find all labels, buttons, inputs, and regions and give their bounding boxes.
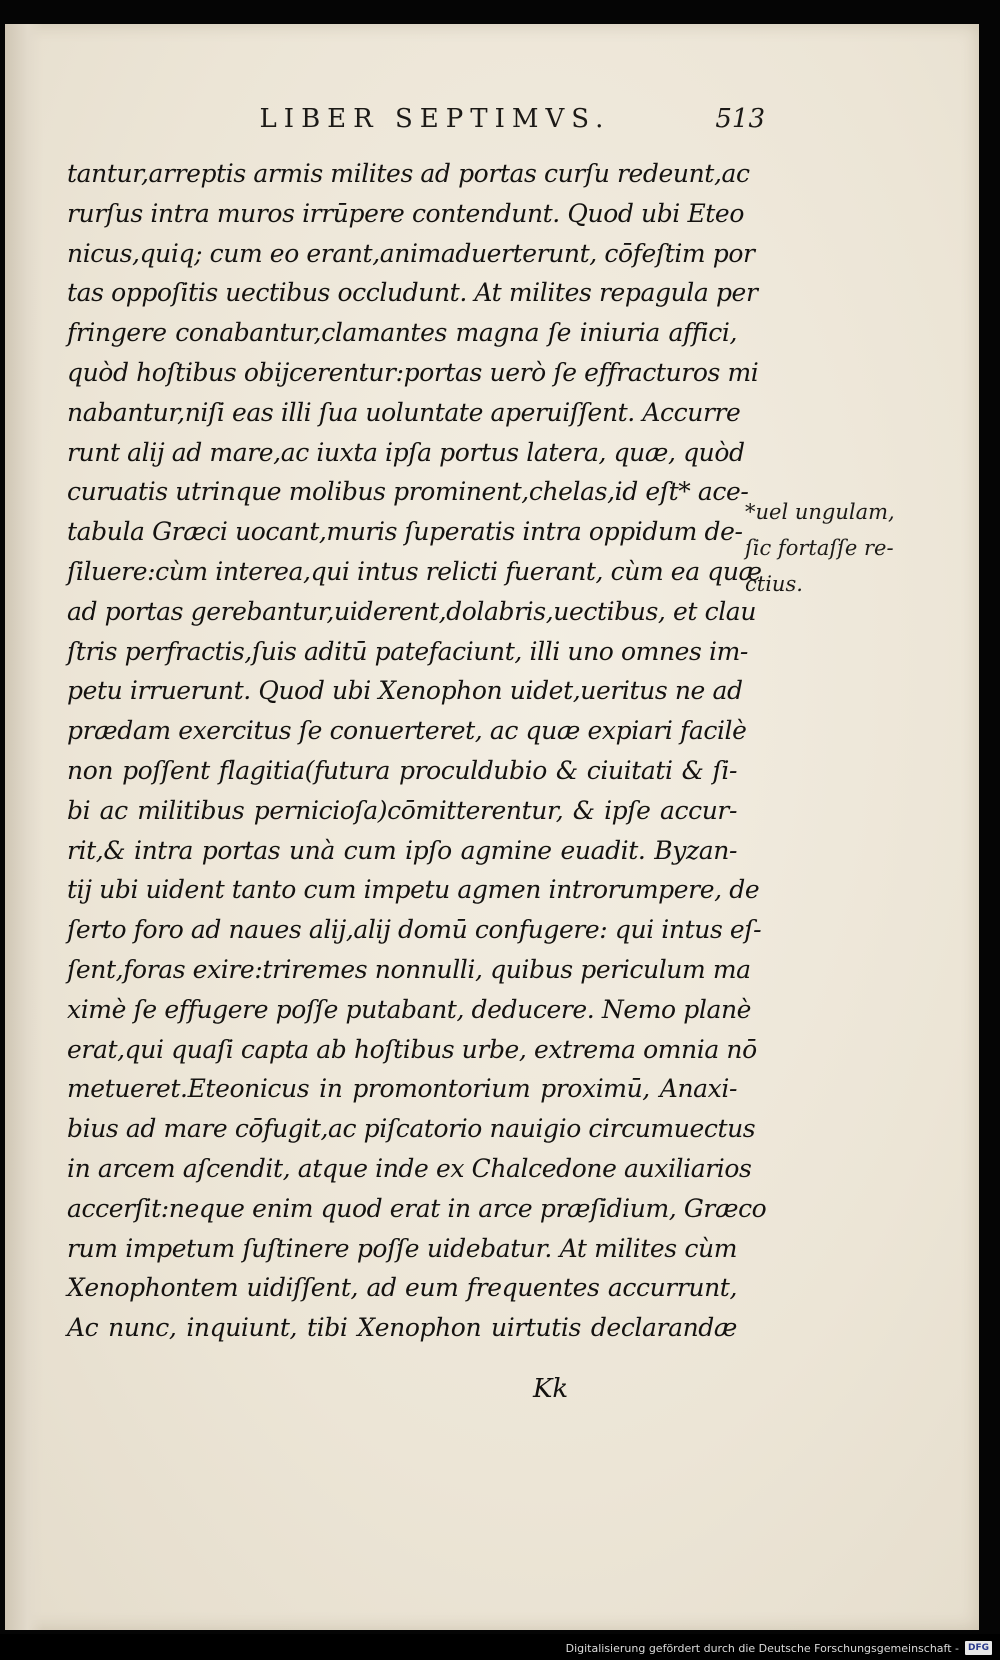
text-line: tas oppoſitis uectibus occludunt. At milites repagula per [67,278,758,308]
text-line: ximè ſe effugere poſſe putabant, deducere. Nemo planè [67,994,752,1024]
marginal-note-line: ſic fortaſſe re- [745,536,894,560]
text-line: non poſſent flagitia(futura proculdubio & ciuitati & ſi- [67,755,737,785]
text-line: ſiluere:cùm interea,qui intus relicti fuerant, cùm ea quæ [67,556,762,586]
footer-bar [0,1634,1000,1660]
text-line: ſent,foras exire:triremes nonnulli, quibus periculum ma [67,954,751,984]
page-gutter [5,24,43,1630]
text-line: metueret.Eteonicus in promontorium proximū, Anaxi- [67,1074,737,1104]
dfg-logo: DFG [965,1641,992,1655]
folio-number: 513 [715,104,765,134]
text-line: petu irruerunt. Quod ubi Xenophon uidet,ueritus ne ad [67,676,743,706]
signature-mark: Kk [533,1374,569,1404]
text-line: bi ac militibus pernicioſa)cōmitterentur, & ipſe accur- [67,795,737,825]
text-line: tij ubi uident tanto cum impetu agmen introrumpere, de [67,875,760,905]
marginal-note [745,494,895,602]
body-text [67,154,767,1348]
text-line: ſerto foro ad naues alij,alij domū confugere: qui intus eſ- [67,915,762,945]
text-line: erat,qui quaſi capta ab hoſtibus urbe, extrema omnia nō [67,1034,757,1064]
text-line: quòd hoſtibus obijcerentur:portas uerò ſe effracturos mi [67,357,759,387]
marginal-note-line: ctius. [745,572,803,596]
text-line: nabantur,niſi eas illi ſua uoluntate aperuiſſent. Accurre [67,397,741,427]
text-line: prædam exercitus ſe conuerteret, ac quæ expiari facilè [67,716,747,746]
text-line: curuatis utrinque molibus prominent,chelas,id eſt* ace- [67,477,749,507]
text-line: tantur,arreptis armis milites ad portas curſu redeunt,ac [67,159,750,188]
marginal-note-line: *uel ungulam, [745,500,895,524]
text-line: tabula Græci uocant,muris ſuperatis intra oppidum de- [67,517,743,547]
text-line: Ac nunc, inquiunt, tibi Xenophon uirtutis declarandæ [67,1313,737,1343]
text-line: rurſus intra muros irrūpere contendunt. Quod ubi Eteo [67,198,744,228]
running-head: LIBER SEPTIMVS. [259,104,611,134]
text-line: bius ad mare cōfugit,ac piſcatorio nauigio circumuectus [67,1114,756,1144]
text-line: ſtris perfractis,ſuis aditū patefaciunt, illi uno omnes im- [67,636,748,666]
text-line: Xenophontem uidiſſent, ad eum frequentes accurrunt, [67,1273,737,1303]
digitization-credit [566,1641,992,1655]
text-line: fringere conabantur,clamantes magna ſe iniuria affici, [67,318,737,348]
text-line: in arcem aſcendit, atque inde ex Chalcedone auxiliarios [67,1153,752,1183]
text-line: accerſit:neque enim quod erat in arce præſidium, Græco [67,1193,767,1223]
text-line: rum impetum ſuſtinere poſſe uidebatur. At milites cùm [67,1233,737,1263]
book-page [5,24,979,1630]
text-line: ad portas gerebantur,uiderent,dolabris,uectibus, et clau [67,596,757,626]
text-line: runt alij ad mare,ac iuxta ipſa portus latera, quæ, quòd [67,437,745,467]
page-header [65,104,765,134]
text-line: nicus,quiq; cum eo erant,animaduerterunt, cōfeſtim por [67,238,755,268]
credit-text: Digitalisierung gefördert durch die Deutsche Forschungsgemeinschaft - [565,1641,959,1655]
text-line: rit,& intra portas unà cum ipſo agmine euadit. Byzan- [67,835,737,865]
